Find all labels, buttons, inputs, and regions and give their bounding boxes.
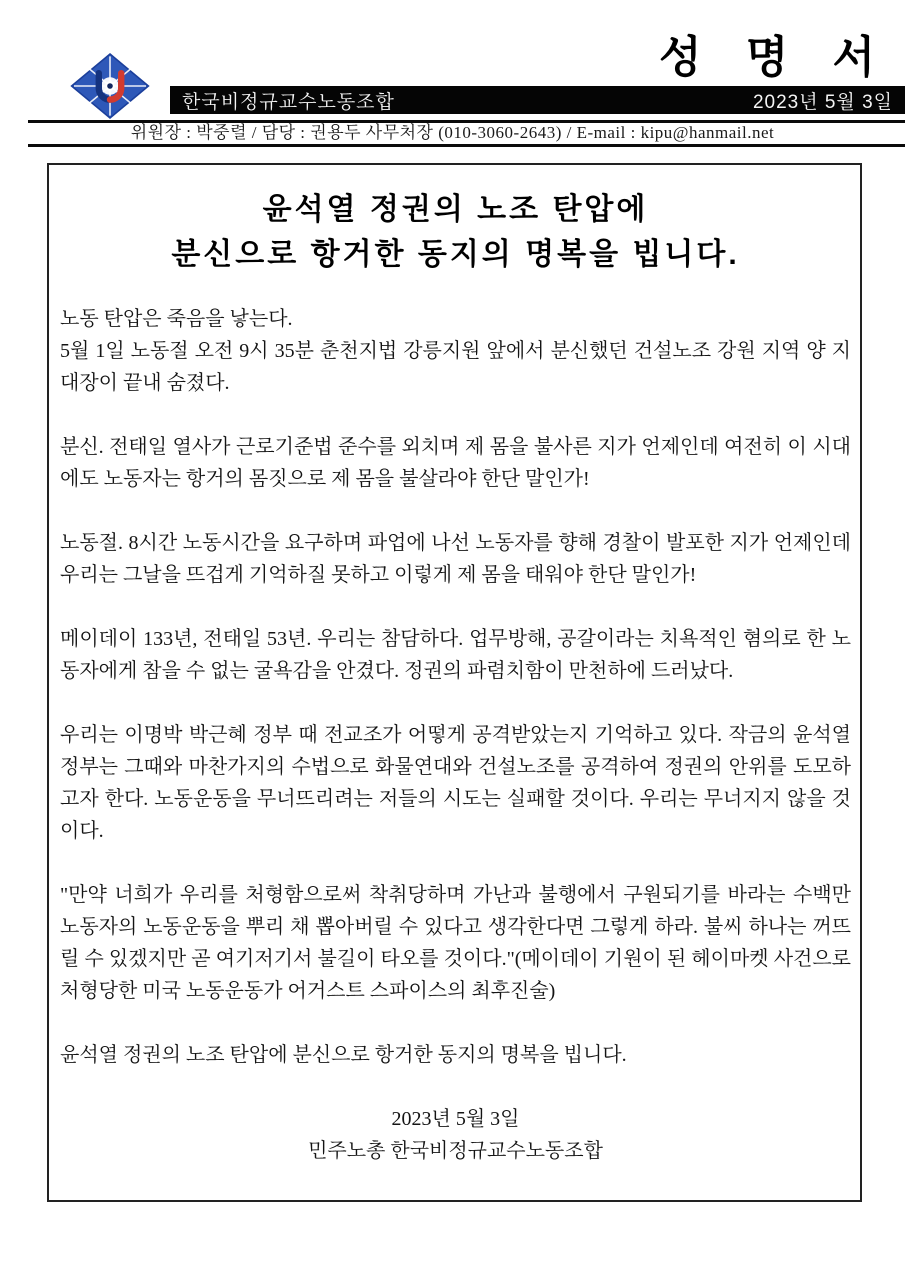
document-type-title: 성 명 서 xyxy=(659,33,891,82)
document-date: 2023년 5월 3일 xyxy=(752,91,893,113)
statement-title-line2: 분신으로 항거한 동지의 명복을 빕니다. xyxy=(171,238,740,271)
union-diamond-logo-icon xyxy=(70,52,150,120)
closing-signature: 민주노총 한국비정규교수노동조합 xyxy=(308,1140,603,1162)
org-title-bar xyxy=(170,86,905,114)
paragraph: 우리는 이명박 박근혜 정부 때 전교조가 어떻게 공격받았는지 기억하고 있다. 작금의 윤석열 정부는 그때와 마찬가지의 수법으로 화물연대와 건설노조를 공격하여 정권의 안위를 도모하고자 한다. 노동운동을 무너뜨리려는 저들의 시도는 실패할 것이다. 우리는 무너지지 않을 것이다. xyxy=(60,724,851,842)
closing-date: 2023년 5월 3일 xyxy=(391,1108,520,1130)
paragraph: 분신. 전태일 열사가 근로기준법 준수를 외치며 제 몸을 불사른 지가 언제인데 여전히 이 시대에도 노동자는 항거의 몸짓으로 제 몸을 불살라야 한단 말인가! xyxy=(60,436,851,490)
contact-info-line: 위원장 : 박중렬 / 담당 : 권용두 사무처장 (010-3060-2643) / E-mail : kipu@hanmail.net xyxy=(130,123,775,142)
header-rule-bottom xyxy=(28,144,905,147)
paragraph: 윤석열 정권의 노조 탄압에 분신으로 항거한 동지의 명복을 빕니다. xyxy=(60,1044,627,1066)
statement-title-line1: 윤석열 정권의 노조 탄압에 xyxy=(262,193,649,226)
org-name: 한국비정규교수노동조합 xyxy=(182,91,395,113)
paragraph: 노동절. 8시간 노동시간을 요구하며 파업에 나선 노동자를 향해 경찰이 발포한 지가 언제인데 우리는 그날을 뜨겁게 기억하질 못하고 이렇게 제 몸을 태워야 한단 말인가! xyxy=(60,532,851,586)
statement-title xyxy=(60,187,851,277)
paragraph: 노동 탄압은 죽음을 낳는다. xyxy=(60,308,293,330)
closing-block xyxy=(60,1103,851,1167)
statement-body-box xyxy=(47,163,862,1202)
paragraph: 5월 1일 노동절 오전 9시 35분 춘천지법 강릉지원 앞에서 분신했던 건설노조 강원 지역 양 지대장이 끝내 숨졌다. xyxy=(60,340,851,394)
paragraph: 메이데이 133년, 전태일 53년. 우리는 참담하다. 업무방해, 공갈이라는 치욕적인 혐의로 한 노동자에게 참을 수 없는 굴욕감을 안겼다. 정권의 파렴치함이 만천하에 드러났다. xyxy=(60,628,851,682)
statement-paragraphs xyxy=(60,303,851,1071)
paragraph: "만약 너희가 우리를 처형함으로써 착취당하며 가난과 불행에서 구원되기를 바라는 수백만 노동자의 노동운동을 뿌리 채 뽑아버릴 수 있다고 생각한다면 그렇게 하라. 불씨 하나는 꺼뜨릴 수 있겠지만 곧 여기저기서 불길이 타오를 것이다."(메이데이 기원이 된 헤이마켓 사건으로 처형당한 미국 노동운동가 어거스트 스파이스의 최후진술) xyxy=(60,884,851,1002)
